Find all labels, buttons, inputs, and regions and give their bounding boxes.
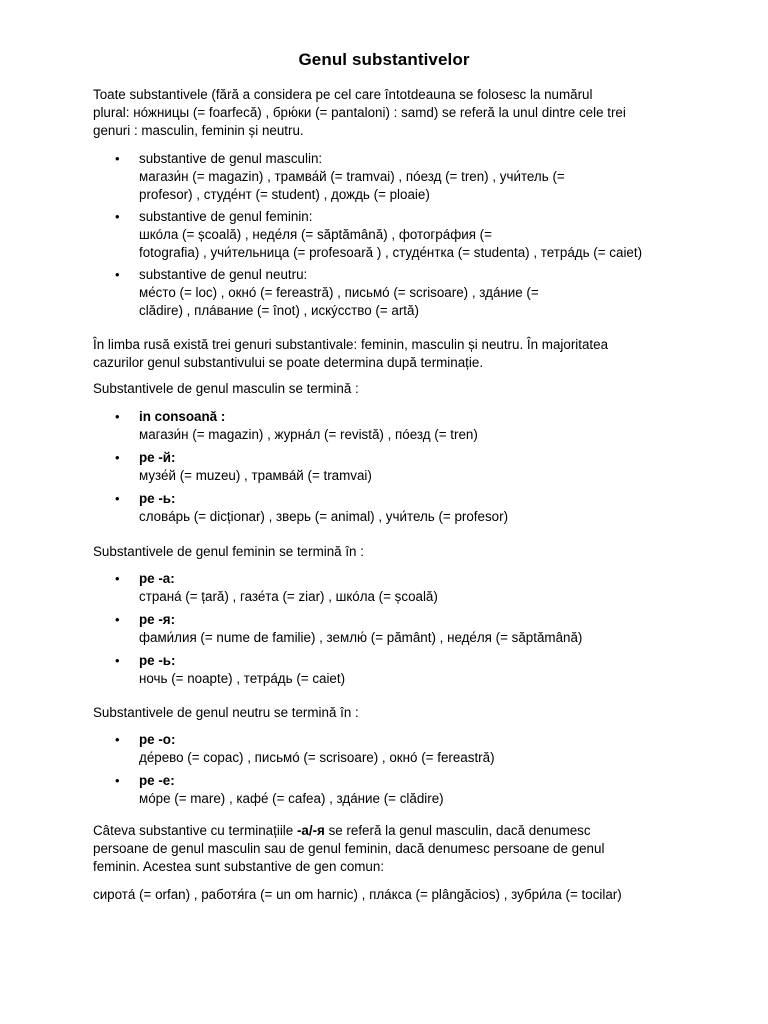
bullet: • <box>115 653 120 668</box>
item-label: substantive de genul neutru: <box>139 267 308 282</box>
paragraph-line: cazurilor genul substantivului se poate determina după terminație. <box>93 355 484 370</box>
item-line: словáрь (= dicționar) , зверь (= animal) , учи́тель (= profesor) <box>139 509 509 524</box>
item-line: clădire) , плáвание (= înot) , искýсство (= artă) <box>139 303 419 318</box>
page-title: Genul substantivelor <box>298 50 470 69</box>
paragraph-line: persoane de genul masculin sau de genul feminin, dacă denumesc persoane de genul <box>93 841 605 856</box>
examples-line: сиротá (= orfan) , работя́га (= un om harnic) , плáкса (= plângăcios) , зубри́ла (= tocilar) <box>93 887 622 902</box>
item-line: де́рево (= copac) , письмó (= scrisoare) , окнó (= fereastră) <box>139 750 495 765</box>
common-gender-paragraph <box>93 822 693 876</box>
paragraph-line <box>93 822 693 840</box>
intro-line: Toate substantivele (fără a considera pe cel care întotdeauna se folosesc la numărul <box>93 87 593 102</box>
item-label: pe -ь: <box>139 491 176 506</box>
item-line: мóре (= mare) , кафе́ (= cafea) , здáние (= clădire) <box>139 791 444 806</box>
item-line: ночь (= noapte) , тетрáдь (= caiet) <box>139 671 346 686</box>
neuter-heading: Substantivele de genul neutru se termină în : <box>93 705 359 720</box>
item-line: магази́н (= magazin) , журнáл (= revistă) , пóезд (= tren) <box>139 427 478 442</box>
feminine-heading: Substantivele de genul feminin se termină în : <box>93 544 364 559</box>
bullet: • <box>115 732 120 747</box>
bullet: • <box>115 151 120 166</box>
bullet: • <box>115 409 120 424</box>
bullet: • <box>115 491 120 506</box>
bullet: • <box>115 450 120 465</box>
paragraph-line: În limba rusă există trei genuri substantivale: feminin, masculin și neutru. În majoritatea <box>93 337 609 352</box>
text-segment: Câteva substantive cu terminațiile <box>93 823 297 838</box>
bullet: • <box>115 571 120 586</box>
intro-line: plural: нóжницы (= foarfecă) , брю́ки (= pantaloni) : samd) se referă la unul dintre cele trei <box>93 105 626 120</box>
rules-paragraph <box>93 336 693 372</box>
intro-line: genuri : masculin, feminin și neutru. <box>93 123 304 138</box>
item-label: pe -я: <box>139 612 176 627</box>
item-line: фами́лия (= nume de familie) , землю́ (= pământ) , неде́ля (= săptămână) <box>139 630 583 645</box>
bullet: • <box>115 612 120 627</box>
ending-bold: -а/-я <box>296 823 325 838</box>
item-line: ме́сто (= loc) , окнó (= fereastră) , письмó (= scrisoare) , здáние (= <box>139 285 539 300</box>
item-label: substantive de genul feminin: <box>139 209 313 224</box>
item-label: pe -о: <box>139 732 176 747</box>
item-line: странá (= țară) , газе́та (= ziar) , шкóла (= școală) <box>139 589 438 604</box>
item-line: музе́й (= muzeu) , трамвáй (= tramvai) <box>139 468 372 483</box>
item-line: шкóла (= școală) , неде́ля (= săptămână) , фотогрáфия (= <box>139 227 492 242</box>
bullet: • <box>115 773 120 788</box>
item-line: profesor) , студе́нт (= student) , дождь (= ploaie) <box>139 187 430 202</box>
item-label: pe -ь: <box>139 653 176 668</box>
bullet: • <box>115 267 120 282</box>
paragraph-line: feminin. Acestea sunt substantive de gen comun: <box>93 859 385 874</box>
item-label: pe -й: <box>139 450 176 465</box>
item-label: pe -е: <box>139 773 175 788</box>
item-label: substantive de genul masculin: <box>139 151 323 166</box>
item-line: магази́н (= magazin) , трамва́й (= tramvai) , пóезд (= tren) , учи́тель (= <box>139 169 565 184</box>
item-label: in consoană : <box>139 409 226 424</box>
text-segment: se referă la genul masculin, dacă denumesc <box>324 823 591 838</box>
item-label: pe -а: <box>139 571 175 586</box>
masculine-heading: Substantivele de genul masculin se termină : <box>93 381 359 396</box>
intro-paragraph <box>93 86 693 140</box>
item-line: fotografia) , учи́тельница (= profesoară ) , студе́нтка (= studenta) , тетрáдь (= caiet) <box>139 245 643 260</box>
bullet: • <box>115 209 120 224</box>
